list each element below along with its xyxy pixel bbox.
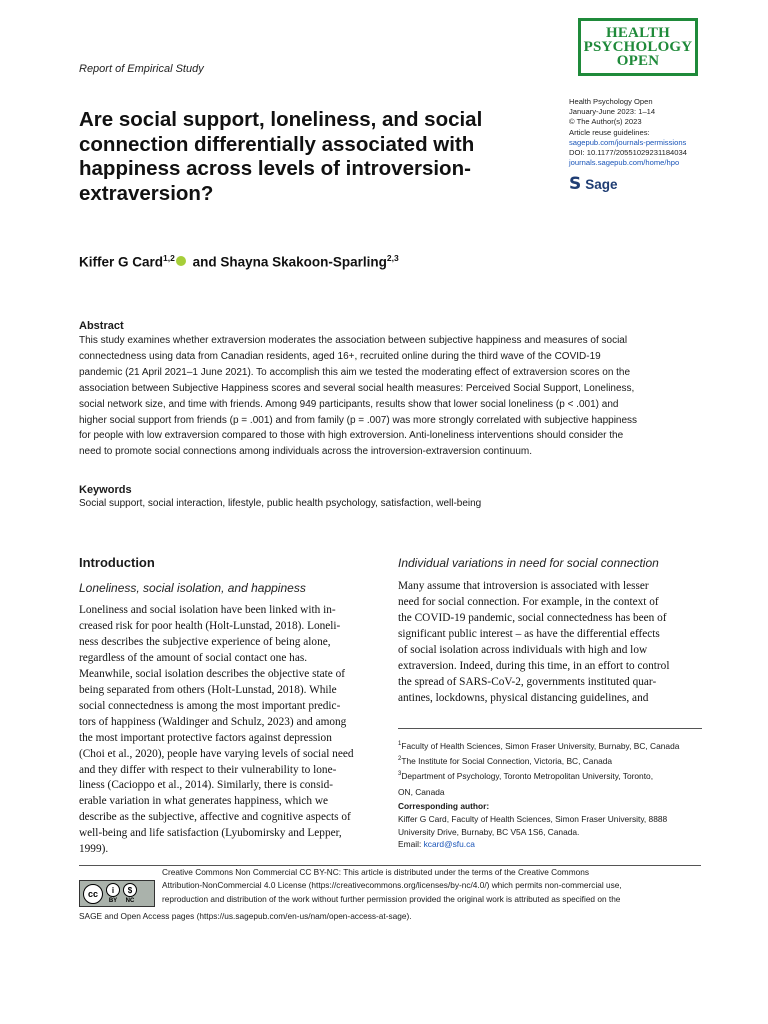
body-line: (Choi et al., 2020), people have varying levels of social need (79, 747, 354, 760)
journal-home-link[interactable]: journals.sagepub.com/home/hpo (569, 158, 680, 168)
copyright: © The Author(s) 2023 (569, 117, 642, 127)
body-line: extraversion. Indeed, during this time, in an effort to control (398, 659, 670, 672)
affiliation-text: Department of Psychology, Toronto Metropolitan University, Toronto, (401, 771, 654, 782)
cc-icon: cc (83, 884, 103, 904)
body-line: Meanwhile, social isolation describes the objective state of (79, 667, 346, 680)
journal-logo-line: OPEN (616, 53, 660, 69)
author-list (79, 253, 399, 270)
body-line: antines, lockdowns, physical distancing guidelines, and (398, 691, 649, 704)
body-line: ness describes the subjective experience of being alone, (79, 635, 331, 648)
author-name: Shayna Skakoon-Sparling (220, 254, 387, 270)
reuse-link[interactable]: sagepub.com/journals-permissions (569, 137, 687, 147)
author-name: Kiffer G Card (79, 254, 164, 270)
email-line (398, 838, 708, 851)
article-title: Are social support, loneliness, and social connection differentially associated with happiness across levels of introversion-extraversion? (79, 108, 483, 205)
body-line: well-being and life satisfaction (Lyubomirsky and Lepper, (79, 827, 342, 840)
affiliation-text: Faculty of Health Sciences, Simon Fraser University, Burnaby, BC, Canada (401, 740, 680, 751)
by-label: BY (108, 898, 118, 904)
abstract-line: connectedness using data from Canadian residents, aged 16+, recruited online during the third wave of the COVID-19 (79, 350, 601, 362)
body-line: and they differ with respect to their vulnerability to lone- (79, 763, 337, 776)
noncommercial-icon: $ (123, 883, 137, 897)
abstract-line: higher social support from friends (p = .001) and from family (p = .007) was more strongly correlated with subjective happiness (79, 414, 638, 426)
body-line: liness (Cacioppo et al., 2014). Similarly, there is consid- (79, 779, 334, 792)
body-line: 1999). (79, 843, 109, 856)
article-meta (569, 97, 759, 168)
body-line: Loneliness and social isolation have been linked with in- (79, 604, 336, 616)
reuse-label: Article reuse guidelines: (569, 127, 650, 137)
affiliation-line (398, 784, 708, 799)
affiliation-marker: 1 (398, 741, 402, 747)
sage-s-icon: S (569, 174, 582, 194)
abstract-heading: Abstract (79, 320, 124, 332)
abstract-line: This study examines whether extraversion moderates the association between subjective happiness and measures of social (79, 335, 628, 346)
license-line: Creative Commons Non Commercial CC BY-NC: This article is distributed under the terms of the Creative Commons (162, 867, 589, 877)
doi: DOI: 10.1177/20551029231184034 (569, 148, 687, 158)
journal-name: Health Psychology Open (569, 97, 653, 106)
abstract-line: need to promote social connections among individuals across the introversion-extraversion continuum. (79, 446, 533, 458)
author-affiliation-marker: 2,3 (386, 253, 399, 263)
abstract-line: pandemic (21 April 2021–1 June 2021). To accomplish this aim we tested the moderating effect of extraversion scores on the (79, 366, 631, 378)
body-line: need for social connection. For example, in the context of (398, 595, 659, 608)
body-line: creased risk for poor health (Holt-Lunstad, 2018). Loneli- (79, 619, 341, 632)
license-text (162, 866, 707, 906)
body-line: the spread of SARS-CoV-2, governments instituted quar- (398, 675, 657, 688)
email-label: Email: (398, 839, 424, 850)
body-line: social connectedness is among the most important predic- (79, 699, 341, 712)
body-line: being separated from others (Holt-Lunstad, 2018). While (79, 683, 337, 696)
report-type: Report of Empirical Study (79, 63, 204, 75)
body-line: Many assume that introversion is associated with lesser (398, 580, 649, 592)
body-line: describe as the subjective, affective and cognitive aspects of (79, 811, 351, 824)
keywords-heading: Keywords (79, 484, 132, 496)
affiliation-line (398, 753, 708, 768)
corresponding-line: Kiffer G Card, Faculty of Health Sciences, Simon Fraser University, 8888 (398, 814, 668, 824)
attribution-icon: i (106, 883, 120, 897)
publisher-logo[interactable] (569, 174, 618, 194)
by-icon-group (106, 883, 120, 904)
affiliation-line (398, 768, 708, 783)
body-line: tors of happiness (Waldinger and Schulz, 2023) and among (79, 715, 347, 728)
license-line: SAGE and Open Access pages (https://us.sagepub.com/en-us/nam/open-access-at-sage). (79, 911, 412, 921)
abstract-line: association between Subjective Happiness scores and several social health measures: Perceived Social Support, Loneliness, (79, 382, 635, 394)
body-line: erable variation in what generates happiness, which we (79, 795, 329, 808)
affiliation-text: ON, Canada (398, 786, 445, 797)
abstract-body (79, 333, 701, 460)
issue-info: January-June 2023: 1–14 (569, 107, 656, 117)
author-separator: and (188, 254, 221, 270)
abstract-line: social network size, and time with friends. Among 949 participants, results show that lower social loneliness (p < .001) and (79, 398, 619, 410)
cc-license-badge[interactable] (79, 880, 155, 907)
right-column-body (398, 579, 704, 707)
subsection-heading: Loneliness, social isolation, and happiness (79, 581, 306, 595)
journal-logo[interactable] (578, 18, 698, 76)
license-line: Attribution-NonCommercial 4.0 License (https://creativecommons.org/licenses/by-nc/4.0/) which permits non-commercial use, (162, 880, 622, 891)
abstract-line: for people with low extraversion compared to those with high extroversion. Anti-loneliness interventions should consider the (79, 430, 624, 442)
affiliation-marker: 2 (398, 756, 402, 763)
license-line: reproduction and distribution of the work without further permission provided the original work is attributed as specified on the (162, 893, 621, 904)
footnote-divider (398, 728, 702, 729)
journal-logo-line: PSYCHOLOGY (583, 39, 693, 55)
nc-label: NC (125, 898, 135, 904)
author-affiliation-marker: 1,2 (163, 253, 175, 263)
publisher-name: Sage (585, 176, 618, 192)
body-line: regardless of the amount of social contact one has. (79, 651, 308, 664)
body-line: significant public interest – as have the differential effects (398, 627, 660, 640)
body-line: the COVID-19 pandemic, social connectedness has been of (398, 611, 667, 624)
email-link[interactable]: kcard@sfu.ca (423, 839, 475, 850)
section-heading-introduction: Introduction (79, 555, 155, 570)
body-line: the most important protective factors against depression (79, 731, 332, 744)
body-line: of social isolation across individuals with high and low (398, 643, 648, 656)
affiliations (398, 738, 708, 799)
introduction-body (79, 603, 385, 858)
keywords-list: Social support, social interaction, lifestyle, public health psychology, satisfaction, well-being (79, 498, 482, 509)
affiliation-text: The Institute for Social Connection, Victoria, BC, Canada (401, 756, 613, 766)
affiliation-marker: 3 (398, 771, 402, 778)
corresponding-author-heading: Corresponding author: (398, 801, 490, 811)
journal-logo-line: HEALTH (605, 25, 670, 41)
corresponding-line: University Drive, Burnaby, BC V5A 1S6, Canada. (398, 826, 580, 837)
subsection-heading: Individual variations in need for social connection (398, 556, 659, 570)
orcid-icon[interactable] (176, 256, 186, 266)
corresponding-author-details (398, 813, 708, 851)
nc-icon-group (123, 883, 137, 904)
affiliation-line (398, 738, 708, 753)
